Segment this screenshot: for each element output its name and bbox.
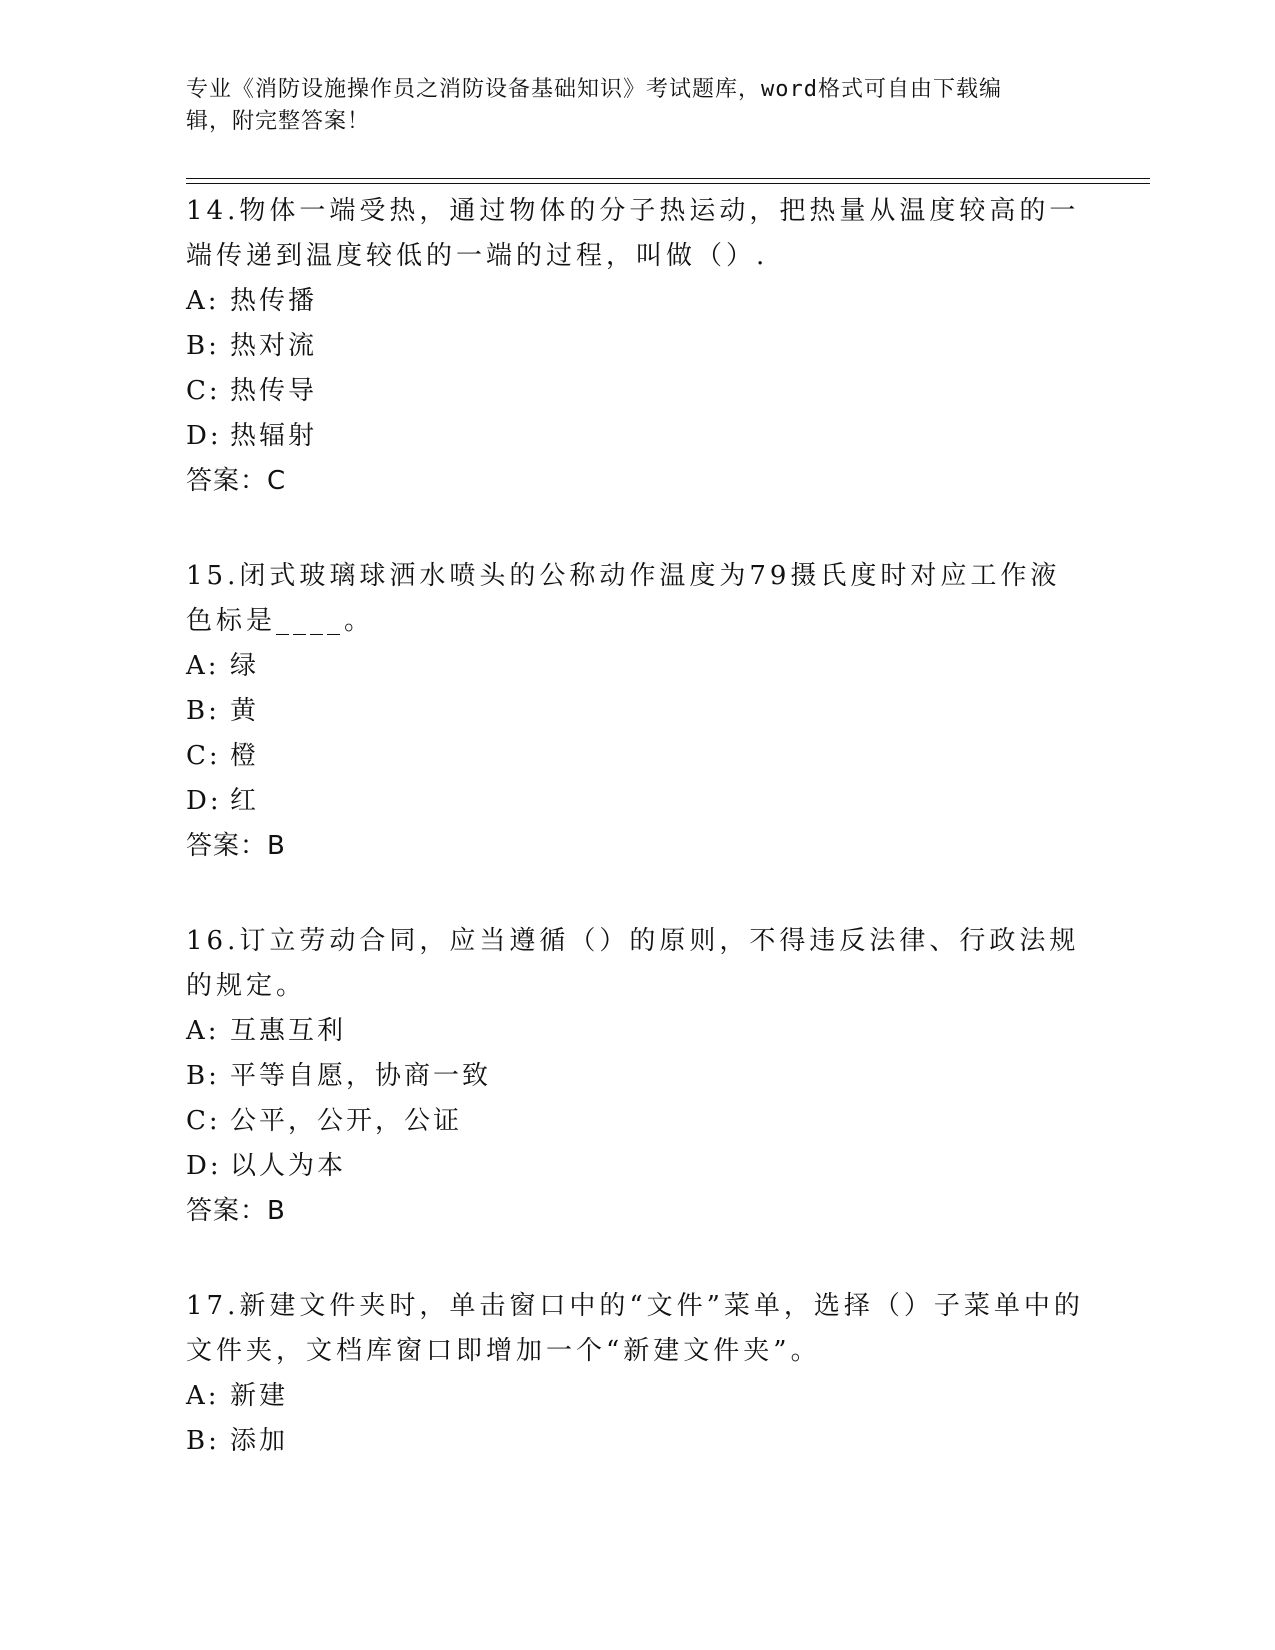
option-letter: C: <box>186 1106 221 1136</box>
question-17 <box>186 1284 1086 1464</box>
option-text: 以人为本 <box>230 1151 347 1181</box>
answer: 答案：B <box>186 831 286 861</box>
document-header <box>186 74 1066 138</box>
option-letter: A: <box>186 286 220 316</box>
header-divider-bottom <box>186 183 1150 184</box>
option-letter: D: <box>186 421 222 451</box>
header-line-2: 辑，附完整答案！ <box>186 109 371 134</box>
option-d <box>186 1144 1086 1189</box>
option-a <box>186 644 1086 689</box>
option-text: 橙 <box>230 741 260 771</box>
option-d <box>186 414 1086 459</box>
option-letter: D: <box>186 1151 222 1181</box>
option-letter: A: <box>186 1016 220 1046</box>
option-b <box>186 324 1086 369</box>
option-letter: C: <box>186 376 221 406</box>
option-d <box>186 779 1086 824</box>
option-letter: B: <box>186 331 220 361</box>
option-c <box>186 1099 1086 1144</box>
option-text: 黄 <box>230 696 260 726</box>
option-text: 热辐射 <box>230 421 318 451</box>
option-letter: A: <box>186 1381 220 1411</box>
option-text: 平等自愿，协商一致 <box>230 1061 492 1091</box>
option-text: 互惠互利 <box>230 1016 347 1046</box>
answer: 答案：C <box>186 466 287 496</box>
option-letter: B: <box>186 1426 220 1456</box>
question-text: 14.物体一端受热，通过物体的分子热运动，把热量从温度较高的一端传递到温度较低的一端的过程，叫做（）. <box>186 196 1080 271</box>
option-text: 红 <box>230 786 260 816</box>
option-text: 添加 <box>230 1426 289 1456</box>
option-text: 热传播 <box>230 286 318 316</box>
header-line-1: 专业《消防设施操作员之消防设备基础知识》考试题库，word格式可自由下载编 <box>186 77 1002 102</box>
answer: 答案：B <box>186 1196 286 1226</box>
question-text: 16.订立劳动合同，应当遵循（）的原则，不得违反法律、行政法规的规定。 <box>186 926 1080 1001</box>
option-letter: D: <box>186 786 222 816</box>
question-14 <box>186 189 1086 504</box>
option-c <box>186 734 1086 779</box>
option-b <box>186 1054 1086 1099</box>
header-divider-top <box>186 178 1150 179</box>
question-text: 15.闭式玻璃球洒水喷头的公称动作温度为79摄氏度时对应工作液色标是____。 <box>186 561 1061 636</box>
option-b <box>186 1419 1086 1464</box>
option-text: 热对流 <box>230 331 318 361</box>
option-a <box>186 1009 1086 1054</box>
question-16 <box>186 919 1086 1234</box>
option-text: 公平，公开，公证 <box>230 1106 463 1136</box>
option-text: 热传导 <box>230 376 318 406</box>
option-text: 新建 <box>230 1381 289 1411</box>
option-text: 绿 <box>230 651 260 681</box>
option-a <box>186 1374 1086 1419</box>
option-letter: B: <box>186 1061 220 1091</box>
option-b <box>186 689 1086 734</box>
question-text: 17.新建文件夹时，单击窗口中的“文件”菜单，选择（）子菜单中的文件夹，文档库窗口即增加一个“新建文件夹”。 <box>186 1291 1084 1366</box>
option-letter: B: <box>186 696 220 726</box>
question-15 <box>186 554 1086 869</box>
option-c <box>186 369 1086 414</box>
option-letter: C: <box>186 741 221 771</box>
option-a <box>186 279 1086 324</box>
question-list <box>186 189 1086 1514</box>
option-letter: A: <box>186 651 220 681</box>
